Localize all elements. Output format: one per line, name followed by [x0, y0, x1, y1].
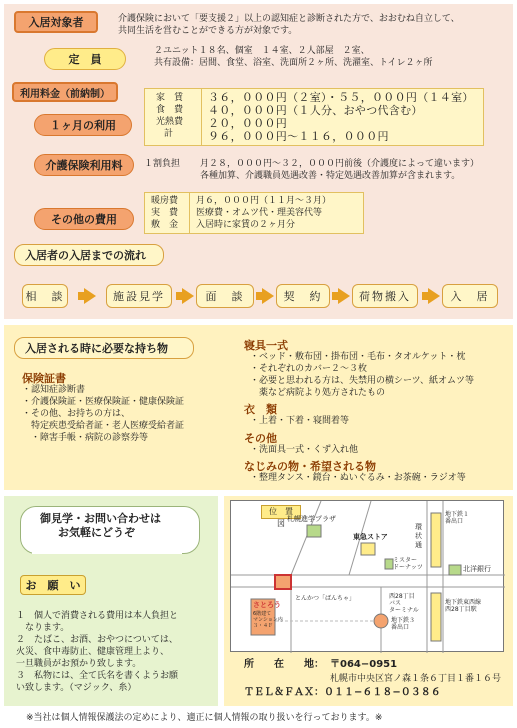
fee-value-rent: ３６，０００円（２室）・５５，０００円（１４室） — [208, 91, 474, 104]
fee-item-rent: 家 賃 — [156, 93, 184, 103]
capacity-line-1: ２ユニット１８名、個室 １４室、２人部屋 ２室、 — [154, 46, 370, 56]
other-value-deposit: 入居時に家賃の２ヶ月分 — [196, 220, 296, 230]
map-title: 位 置 図 — [261, 505, 301, 519]
address-postal: 〒064−0951 — [330, 659, 398, 670]
bedding-line: ・それぞれのカバー２〜３枚 — [250, 364, 368, 374]
fee-value-total: ９６，０００円〜１１６，０００円 — [208, 130, 389, 143]
map-label-sapporo-plaza: 札幌進学プラザ — [287, 515, 336, 523]
other-value-heating: 月６，０００円（１１月〜３月） — [196, 196, 332, 206]
other-item-heating: 暖房費 — [151, 196, 179, 206]
fees-label: 利用料金（前納制） — [12, 82, 118, 102]
other-item-actual: 実 費 — [151, 208, 179, 218]
other-value-actual: 医療費・オムツ代・理美容代等 — [196, 208, 323, 218]
bedding-line: 薬など病院より処方されたもの — [250, 388, 386, 398]
bedding-line: ・必要と思われる方は、失禁用の横シーツ、紙オムツ等 — [250, 376, 475, 386]
contact-highlight — [32, 540, 182, 554]
request-line: １ 個人で消費される費用は本人負担と — [16, 611, 179, 621]
request-line: ３ 私物には、全て氏名を書くようお願 — [16, 671, 179, 681]
fee-value-utility: ２０，０００円 — [208, 117, 288, 130]
contact-title-line-2: お気軽にどうぞ — [58, 526, 135, 539]
request-line: なります。 — [16, 623, 70, 633]
insurance-label: 介護保険利用料 — [34, 154, 134, 176]
map-label-subway2: 地下鉄東西線 西28丁目駅 — [445, 599, 482, 613]
familiar-items-line: ・整理タンス・鏡台・ぬいぐるみ・お茶碗・ラジオ等 — [250, 473, 466, 483]
admission-label: 入居対象者 — [14, 11, 98, 33]
address-label: 所 在 地： — [244, 659, 324, 670]
map-label-kanjo: 環 状 通 — [415, 523, 422, 549]
insurance-docs-heading: 保険証書 — [22, 372, 66, 385]
request-line: い致します。（マジック、糸） — [16, 683, 137, 693]
insurance-line-1: 月２８，０００円〜３２，０００円前後（介護度によって違います） — [200, 159, 480, 169]
other-item-deposit: 敷 金 — [151, 220, 179, 230]
flow-step-consult: 相 談 — [22, 284, 68, 308]
flow-step-contract: 契 約 — [276, 284, 330, 308]
belongings-label: 入居される時に必要な持ち物 — [14, 337, 194, 359]
insurance-burden: １割負担 — [144, 159, 181, 169]
flow-step-moving: 荷物搬入 — [352, 284, 418, 308]
request-line: ２ たばこ、お酒、おやつについては、 — [16, 635, 178, 645]
flow-label: 入居者の入居までの流れ — [14, 244, 164, 266]
map-label-sakuro-sub: 6階建て マンション内 ３・４Ｆ — [253, 611, 283, 629]
familiar-items-heading: なじみの物・希望される物 — [244, 460, 376, 473]
clothing-line: ・上着・下着・寝間着等 — [250, 416, 350, 426]
insurance-line-2: 各種加算、介護職員処遇改善・特定処遇改善加算が含まれます。 — [200, 171, 461, 181]
insurance-docs-line: ・介護保険証・医療保険証・健康保険証 — [22, 397, 185, 407]
contact-title-line-1: 御見学・お問い合わせは — [40, 512, 161, 525]
fee-value-food: ４０，０００円（１人分、おやつ代含む） — [208, 104, 423, 117]
other-items-heading: その他 — [244, 432, 277, 445]
other-items-line: ・洗面具一式・くず入れ他 — [250, 445, 359, 455]
insurance-docs-line: ・認知症診断書 — [22, 385, 86, 395]
clothing-heading: 衣 類 — [244, 403, 277, 416]
map-label-tonkatsu: とんかつ「ばんちゃ」 — [295, 595, 356, 602]
request-line: 一旦職員がお預かり致します。 — [16, 659, 142, 669]
admission-line-2: 共同生活を営むことができる方が対象です。 — [118, 26, 298, 36]
address-street: 札幌市中央区宮ノ森１条６丁目１番１６号 — [330, 674, 502, 684]
location-map — [230, 500, 504, 652]
fee-item-utility: 光熱費 — [156, 117, 184, 127]
bedding-heading: 寝具一式 — [244, 339, 288, 352]
map-label-tokyu: 東急ストア — [353, 533, 388, 541]
bedding-line: ・ベッド・敷布団・掛布団・毛布・タオルケット・枕 — [250, 352, 466, 362]
monthly-label: １ヶ月の利用 — [34, 114, 132, 136]
privacy-footer: ※当社は個人情報保護法の定めにより、適正に個人情報の取り扱いを行っております。※ — [26, 713, 383, 723]
fee-item-food: 食 費 — [156, 105, 184, 115]
map-label-subway1: 地下鉄１ 番出口 — [445, 511, 470, 525]
request-line: 火災、食中毒防止、健康管理上より、 — [16, 647, 170, 657]
capacity-line-2: 共有設備：居間、食堂、浴室、洗面所２ヶ所、洗濯室、トイレ２ヶ所 — [154, 58, 433, 68]
admission-line-1: 介護保険において「要支援２」以上の認知症と診断された方で、おおむね自立して、 — [118, 14, 460, 24]
flow-step-tour: 施設見学 — [106, 284, 172, 308]
map-label-mister-donut: ミスター ドーナッツ — [393, 557, 423, 571]
insurance-docs-line: ・その他、お持ちの方は、 — [22, 409, 131, 419]
flow-step-movein: 入 居 — [442, 284, 498, 308]
flow-step-interview: 面 談 — [196, 284, 254, 308]
fee-item-total: 計 — [164, 129, 174, 139]
request-label: お 願 い — [20, 575, 86, 595]
insurance-docs-line: ・障害手帳・病院の診察券等 — [22, 433, 149, 443]
map-label-bus: 西28丁目 バス ターミナル — [389, 593, 419, 614]
capacity-label: 定 員 — [44, 48, 126, 70]
map-label-hokuyo: 北洋銀行 — [463, 565, 491, 573]
map-label-sakuro: さとろう — [253, 601, 281, 609]
other-costs-label: その他の費用 — [34, 208, 134, 230]
address-tel: ＴＥＬ＆ＦＡＸ：０１１−６１８−０３８６ — [244, 687, 441, 698]
map-label-subway3: 地下鉄３ 番出口 — [391, 617, 416, 631]
insurance-docs-line: 特定疾患受給者証・老人医療受給者証 — [22, 421, 185, 431]
